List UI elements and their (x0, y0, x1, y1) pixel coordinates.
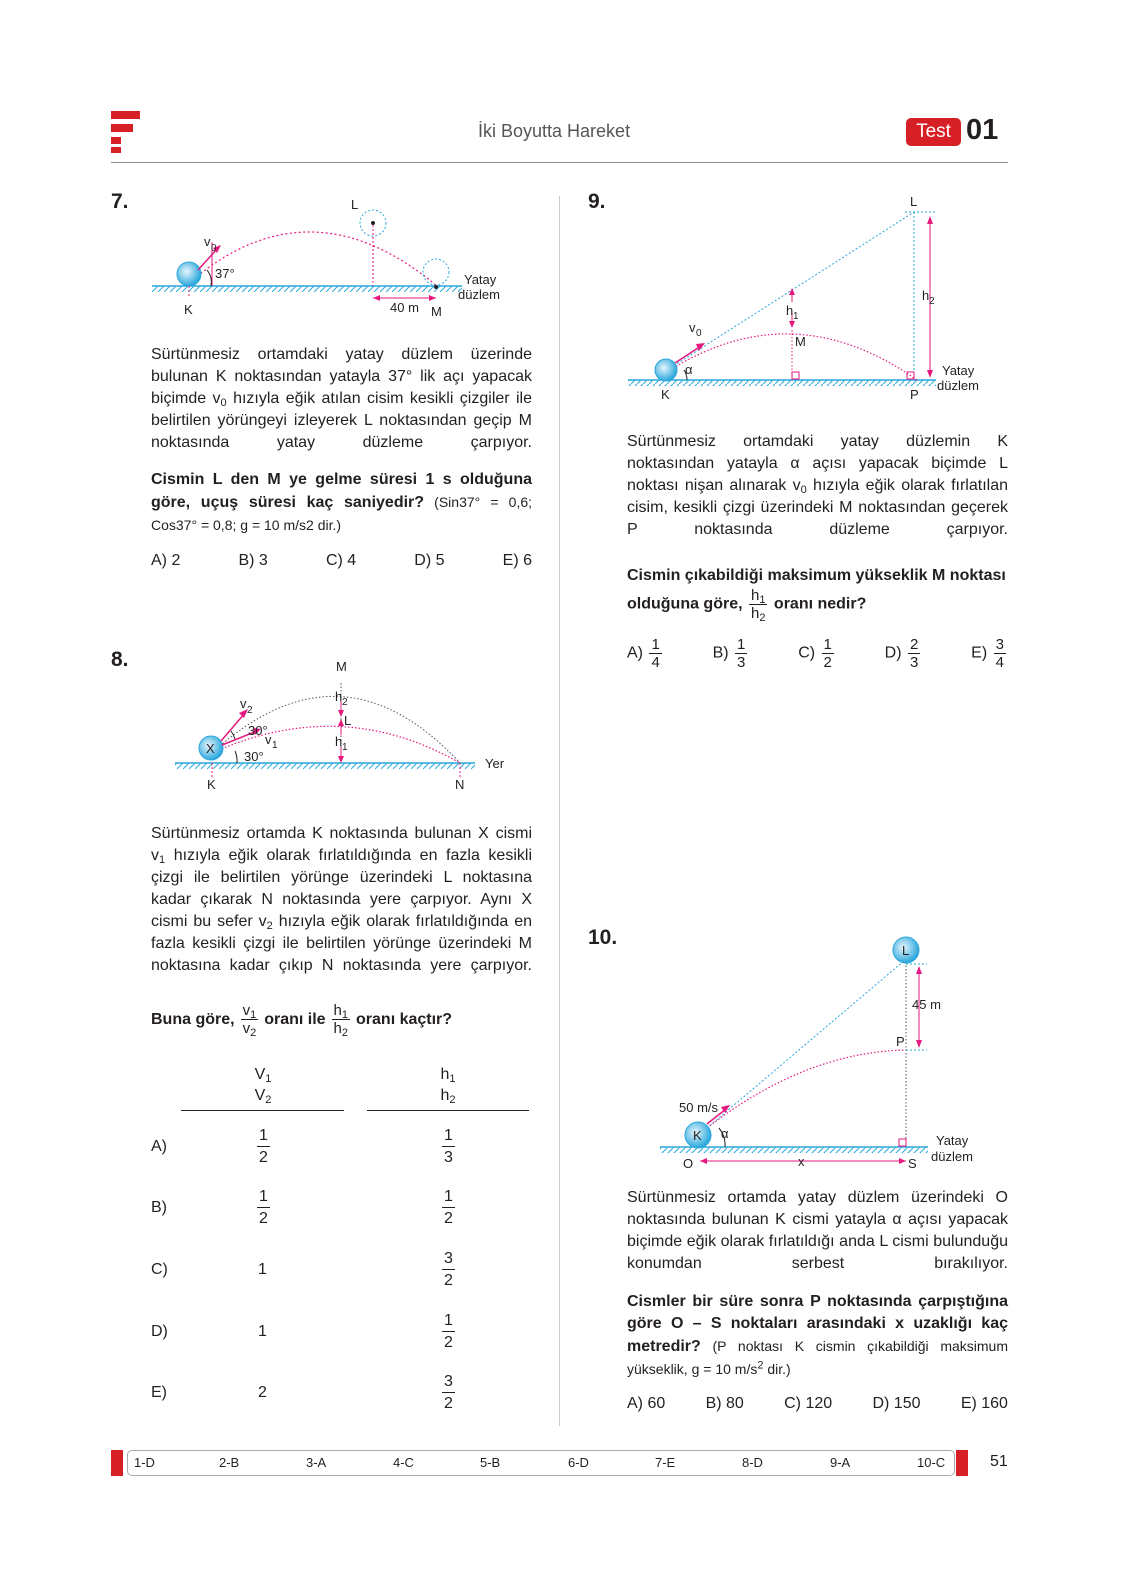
svg-text:h: h (786, 303, 794, 318)
table-row[interactable]: D) 1 $\frac{1}{2}$ (151, 1312, 453, 1351)
answer-key-item: 6-D (568, 1455, 589, 1470)
question-10-text: Sürtünmesiz ortamda yatay düzlem üzerindeki O noktasında bulunan K cismi yatayla α açısı yapacak biçimde eğik olarak fırlatıldığı anda L cismi bulunduğu konumdan serbest bırakılıyor. (627, 1189, 1008, 1272)
ball-m-ghost (423, 259, 449, 285)
question-8-diagram (165, 655, 525, 795)
svg-text:h: h (335, 734, 343, 749)
question-10-question: Cismler bir süre sonra P noktasında çarpıştığına göre O – S noktaları arasındaki x uzaklığı kaç metredir? (P noktası K cismin çıkabildiği maksimum yükseklik, g = 10 $m/s^2$ dir.) (627, 1293, 1008, 1377)
question-7-text: Sürtünmesiz ortamdaki yatay düzlem üzerinde bulunan K noktasından yatayla 37° lik açı yapacak biçimde $v_0$ hızıyla eğik atılan cisim kesikli çizgiler ile belirtilen yörüngeyi izleyerek L noktasından geçip M noktasında yatay düzleme çarpıyor. (151, 346, 533, 451)
svg-text:x: x (798, 1154, 805, 1169)
question-8-number: 8. (111, 648, 129, 671)
option-a[interactable]: A) 2 (151, 552, 181, 569)
svg-text:M: M (431, 304, 442, 319)
test-number: 01 (966, 114, 999, 146)
question-7-number: 7. (111, 190, 129, 213)
svg-text:L: L (910, 194, 918, 209)
question-7-options (151, 552, 532, 570)
svg-text:1: 1 (793, 311, 799, 322)
question-7-question: Cismin L den M ye gelme süresi 1 s olduğuna göre, uçuş süresi kaç saniyedir? (Sin37° = 0,6; Cos37° = 0,8; g = 10 m/s2 dir.) (151, 471, 533, 533)
svg-text:düzlem: düzlem (937, 378, 979, 393)
svg-text:1: 1 (272, 740, 278, 751)
logo (111, 111, 141, 153)
question-9-text: Sürtünmesiz ortamdaki yatay düzlemin K noktasından yatayla α açısı yapacak biçimde L noktası nişan alınarak $v_0$ hızıyla eğik olarak fırlatılan cisim, kesikli çizgi üzerindeki M noktasından geçerek P noktasında düzleme çarpıyor. (627, 433, 1008, 538)
svg-text:düzlem: düzlem (458, 287, 500, 302)
svg-text:v: v (240, 696, 247, 711)
svg-text:2: 2 (929, 296, 935, 307)
footer-left-bar (111, 1450, 123, 1476)
svg-text:Yer: Yer (485, 756, 505, 771)
table-row[interactable]: B) $\frac{1}{2}$ $\frac{1}{2}$ (151, 1188, 453, 1227)
table-row[interactable]: E) 2 $\frac{3}{2}$ (151, 1373, 453, 1412)
question-9-number: 9. (588, 190, 606, 213)
question-10-number: 10. (588, 926, 618, 949)
page-number: 51 (990, 1453, 1008, 1470)
svg-text:30°: 30° (244, 749, 264, 764)
svg-text:L: L (351, 197, 359, 212)
svg-text:Yatay: Yatay (464, 272, 497, 287)
svg-text:2: 2 (342, 697, 348, 708)
answer-key-item: 3-A (306, 1455, 327, 1470)
option-c[interactable]: C) $\frac{1}{2}$ (798, 636, 832, 671)
svg-text:M: M (336, 659, 347, 674)
option-e[interactable]: E) $\frac{3}{4}$ (971, 636, 1004, 671)
table-col1-rule (181, 1110, 344, 1111)
logo-mark-icon (111, 111, 141, 153)
option-e[interactable]: E) 160 (960, 1395, 1008, 1412)
svg-text:40 m: 40 m (390, 300, 419, 315)
svg-text:0: 0 (696, 328, 702, 339)
table-col2-header: $h_1$ $h_2$ (440, 1066, 456, 1106)
svg-text:α: α (721, 1126, 729, 1141)
option-c[interactable]: C) 120 (784, 1395, 833, 1412)
svg-text:h: h (922, 288, 930, 303)
svg-text:L: L (902, 943, 910, 958)
svg-text:v: v (204, 234, 211, 249)
question-8-text: Sürtünmesiz ortamda K noktasında bulunan X cismi $v_1$ hızıyla eğik olarak fırlatıldığında en fazla kesikli çizgi ile belirtilen yörünge üzerindeki L noktasına kadar çıkarak N noktasında yere çarpıyor. Aynı X cismi bu sefer $v_2$ hızıyla eğik olarak fırlatıldığında en fazla kesikli çizgi ile belirtilen yörünge üzerindeki M noktasına kadar çıkıp N noktasında yere çarpıyor. (151, 825, 532, 974)
svg-text:X: X (206, 741, 215, 756)
svg-text:K: K (184, 302, 193, 317)
answer-key-item: 8-D (742, 1455, 763, 1470)
svg-text:L: L (344, 713, 352, 728)
svg-text:45 m: 45 m (912, 997, 941, 1012)
option-d[interactable]: D) 150 (872, 1395, 921, 1412)
table-row[interactable]: A) $\frac{1}{2}$ $\frac{1}{3}$ (151, 1127, 453, 1166)
question-9-options (627, 636, 1008, 671)
question-7-diagram (140, 190, 540, 325)
svg-text:v: v (265, 732, 272, 747)
svg-text:50 m/s: 50 m/s (679, 1100, 719, 1115)
answer-key-item: 4-C (393, 1455, 414, 1470)
option-a[interactable]: A) $\frac{1}{4}$ (627, 636, 660, 671)
table-col2-rule (367, 1110, 529, 1111)
option-d[interactable]: D) 5 (414, 552, 445, 569)
svg-text:S: S (908, 1156, 917, 1171)
option-c[interactable]: C) 4 (325, 552, 357, 569)
option-a[interactable]: A) 60 (627, 1395, 666, 1412)
svg-text:α: α (685, 362, 693, 377)
svg-text:P: P (896, 1034, 905, 1049)
question-8-question: Buna göre, $\frac{v_1}{v_2}$ oranı ile $\frac{h_1}{h_2}$ oranı kaçtır? (151, 1002, 453, 1039)
svg-text:M: M (795, 334, 806, 349)
svg-text:30°: 30° (248, 723, 268, 738)
option-e[interactable]: E) 6 (502, 552, 532, 569)
svg-text:N: N (455, 777, 465, 792)
ground-hatch (152, 286, 462, 292)
ball-k (177, 262, 201, 286)
svg-text:0: 0 (211, 243, 217, 254)
footer-right-bar (956, 1450, 968, 1476)
svg-text:Yatay: Yatay (936, 1133, 969, 1148)
table-col1-header: $V_1$ $V_2$ (254, 1066, 272, 1106)
svg-text:düzlem: düzlem (931, 1149, 973, 1164)
svg-text:K: K (207, 777, 216, 792)
svg-text:v: v (689, 320, 696, 335)
column-divider (559, 196, 560, 1426)
question-10-diagram (655, 932, 995, 1177)
svg-text:Yatay: Yatay (942, 363, 975, 378)
test-badge: Test (906, 118, 961, 146)
header-divider (111, 162, 1008, 163)
answer-key-item: 10-C (917, 1455, 946, 1470)
svg-text:P: P (910, 387, 919, 402)
option-b[interactable]: B) $\frac{1}{3}$ (712, 636, 746, 671)
table-row[interactable]: C) 1 $\frac{3}{2}$ (151, 1250, 453, 1289)
svg-text:2: 2 (247, 705, 253, 716)
answer-key-item: 9-A (830, 1455, 851, 1470)
question-9-diagram (625, 192, 1010, 407)
option-d[interactable]: D) $\frac{2}{3}$ (884, 636, 919, 671)
option-b[interactable]: B) 80 (705, 1395, 744, 1412)
svg-text:O: O (683, 1156, 694, 1171)
answer-key-item: 1-D (134, 1455, 155, 1470)
svg-text:h: h (335, 689, 343, 704)
option-b[interactable]: B) 3 (238, 552, 268, 569)
question-10-options (627, 1395, 1008, 1413)
question-9-question: Cismin çıkabildiği maksimum yükseklik M noktası olduğuna göre, $\frac{h_1}{h_2}$ oranı nedir? (627, 567, 1006, 624)
svg-text:37°: 37° (215, 266, 235, 281)
svg-text:1: 1 (342, 742, 348, 753)
page-title: İki Boyutta Hareket (478, 121, 631, 141)
answer-key-item: 7-E (655, 1455, 676, 1470)
answer-key-item: 5-B (480, 1455, 501, 1470)
svg-text:K: K (661, 387, 670, 402)
answer-key-item: 2-B (219, 1455, 240, 1470)
svg-text:K: K (693, 1128, 702, 1143)
